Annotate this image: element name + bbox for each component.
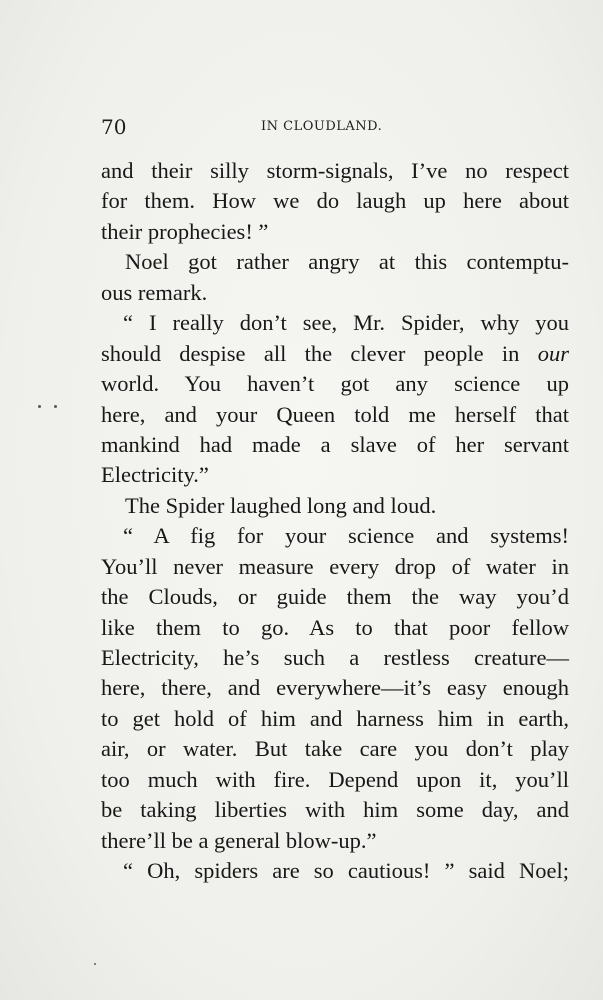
text-line: for them. How we do laugh up here about [101,188,569,214]
text-line: “ A fig for your science and systems! [123,523,569,549]
text-line: The Spider laughed long and loud. [125,492,437,518]
text-line: their prophecies! ” [101,218,269,244]
text-line: world. You haven’t got any science up [101,371,569,397]
emphasis: our [537,340,569,366]
text-line: like them to go. As to that poor fellow [101,614,569,640]
text-line: to get hold of him and harness him in earth, [101,705,569,731]
running-title: IN CLOUDLAND. [261,119,383,134]
text-line: “ I really don’t see, Mr. Spider, why you [123,310,569,336]
paper-speck [94,963,96,965]
text-line: air, or water. But take care you don’t play [101,736,569,762]
body-text [101,156,569,887]
text-line: should despise all the clever people in our [101,340,569,366]
text-line: and their silly storm-signals, I’ve no respect [101,158,569,183]
text-line: “ Oh, spiders are so cautious! ” said Noel; [123,858,569,884]
paper-speck [38,405,41,408]
text-line: You’ll never measure every drop of water in [101,553,569,579]
text-line: the Clouds, or guide them the way you’d [101,584,569,610]
text-line: there’ll be a general blow-up.” [101,827,377,853]
text-line: ous remark. [101,279,208,305]
text-line: Electricity.” [101,462,209,488]
text-line: here, there, and everywhere—it’s easy enough [101,675,569,701]
text-line: Noel got rather angry at this contemptu- [125,249,569,275]
page-number: 70 [101,115,127,139]
text-line: Electricity, he’s such a restless creature— [101,645,569,670]
text-line: here, and your Queen told me herself that [101,401,569,427]
paper-speck [54,405,57,408]
text-line: mankind had made a slave of her servant [101,431,569,457]
text-line: be taking liberties with him some day, and [101,797,569,823]
running-head [101,113,571,141]
text-line: too much with fire. Depend upon it, you’ll [101,766,569,792]
